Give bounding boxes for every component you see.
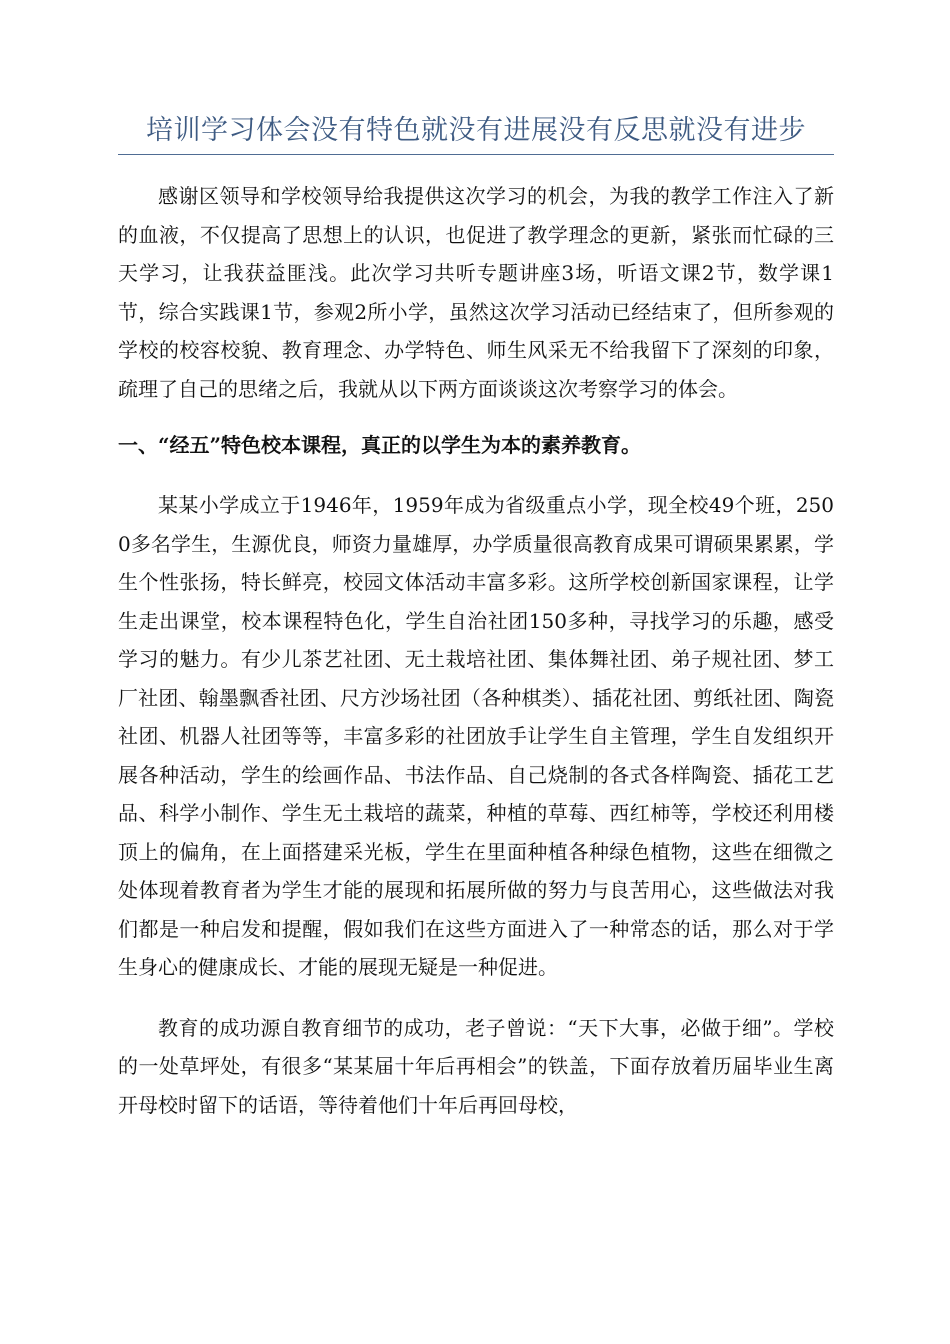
document-page	[118, 108, 834, 1124]
document-title: 培训学习体会没有特色就没有进展没有反思就没有进步	[146, 115, 806, 146]
paragraph-intro: 感谢区领导和学校领导给我提供这次学习的机会，为我的教学工作注入了新的血液，不仅提高了思想上的认识，也促进了教学理念的更新，紧张而忙碌的三天学习，让我获益匪浅。此次学习共听专题讲座3场，听语文课2节，数学课1节，综合实践课1节，参观2所小学，虽然这次学习活动已经结束了，但所参观的学校的校容校貌、教育理念、办学特色、师生风采无不给我留下了深刻的印象，疏理了自己的思绪之后，我就从以下两方面谈谈这次考察学习的体会。	[118, 184, 834, 401]
paragraph-school-profile: 某某小学成立于1946年，1959年成为省级重点小学，现全校49个班，2500多名学生，生源优良，师资力量雄厚，办学质量很高教育成果可谓硕果累累，学生个性张扬，特长鲜亮，校园文体活动丰富多彩。这所学校创新国家课程，让学生走出课堂，校本课程特色化，学生自治社团150多种，寻找学习的乐趣，感受学习的魅力。有少儿茶艺社团、无土栽培社团、集体舞社团、弟子规社团、梦工厂社团、翰墨飘香社团、尺方沙场社团（各种棋类）、插花社团、剪纸社团、陶瓷社团、机器人社团等等，丰富多彩的社团放手让学生自主管理，学生自发组织开展各种活动，学生的绘画作品、书法作品、自己烧制的各式各样陶瓷、插花工艺品、科学小制作、学生无土栽培的蔬菜，种植的草莓、西红柿等，学校还利用楼顶上的偏角，在上面搭建采光板，学生在里面种植各种绿色植物，这些在细微之处体现着教育者为学生才能的展现和拓展所做的努力与良苦用心，这些做法对我们都是一种启发和提醒，假如我们在这些方面进入了一种常态的话，那么对于学生身心的健康成长、才能的展现无疑是一种促进。	[118, 493, 834, 979]
paragraph-details: 教育的成功源自教育细节的成功，老子曾说：“天下大事，必做于细”。学校的一处草坪处，有很多“某某届十年后再相会”的铁盖，下面存放着历届毕业生离开母校时留下的话语，等待着他们十年后再回母校，	[118, 1015, 834, 1117]
title-underline	[118, 154, 834, 155]
section-heading: 一、“经五”特色校本课程，真正的以学生为本的素养教育。	[118, 433, 642, 457]
